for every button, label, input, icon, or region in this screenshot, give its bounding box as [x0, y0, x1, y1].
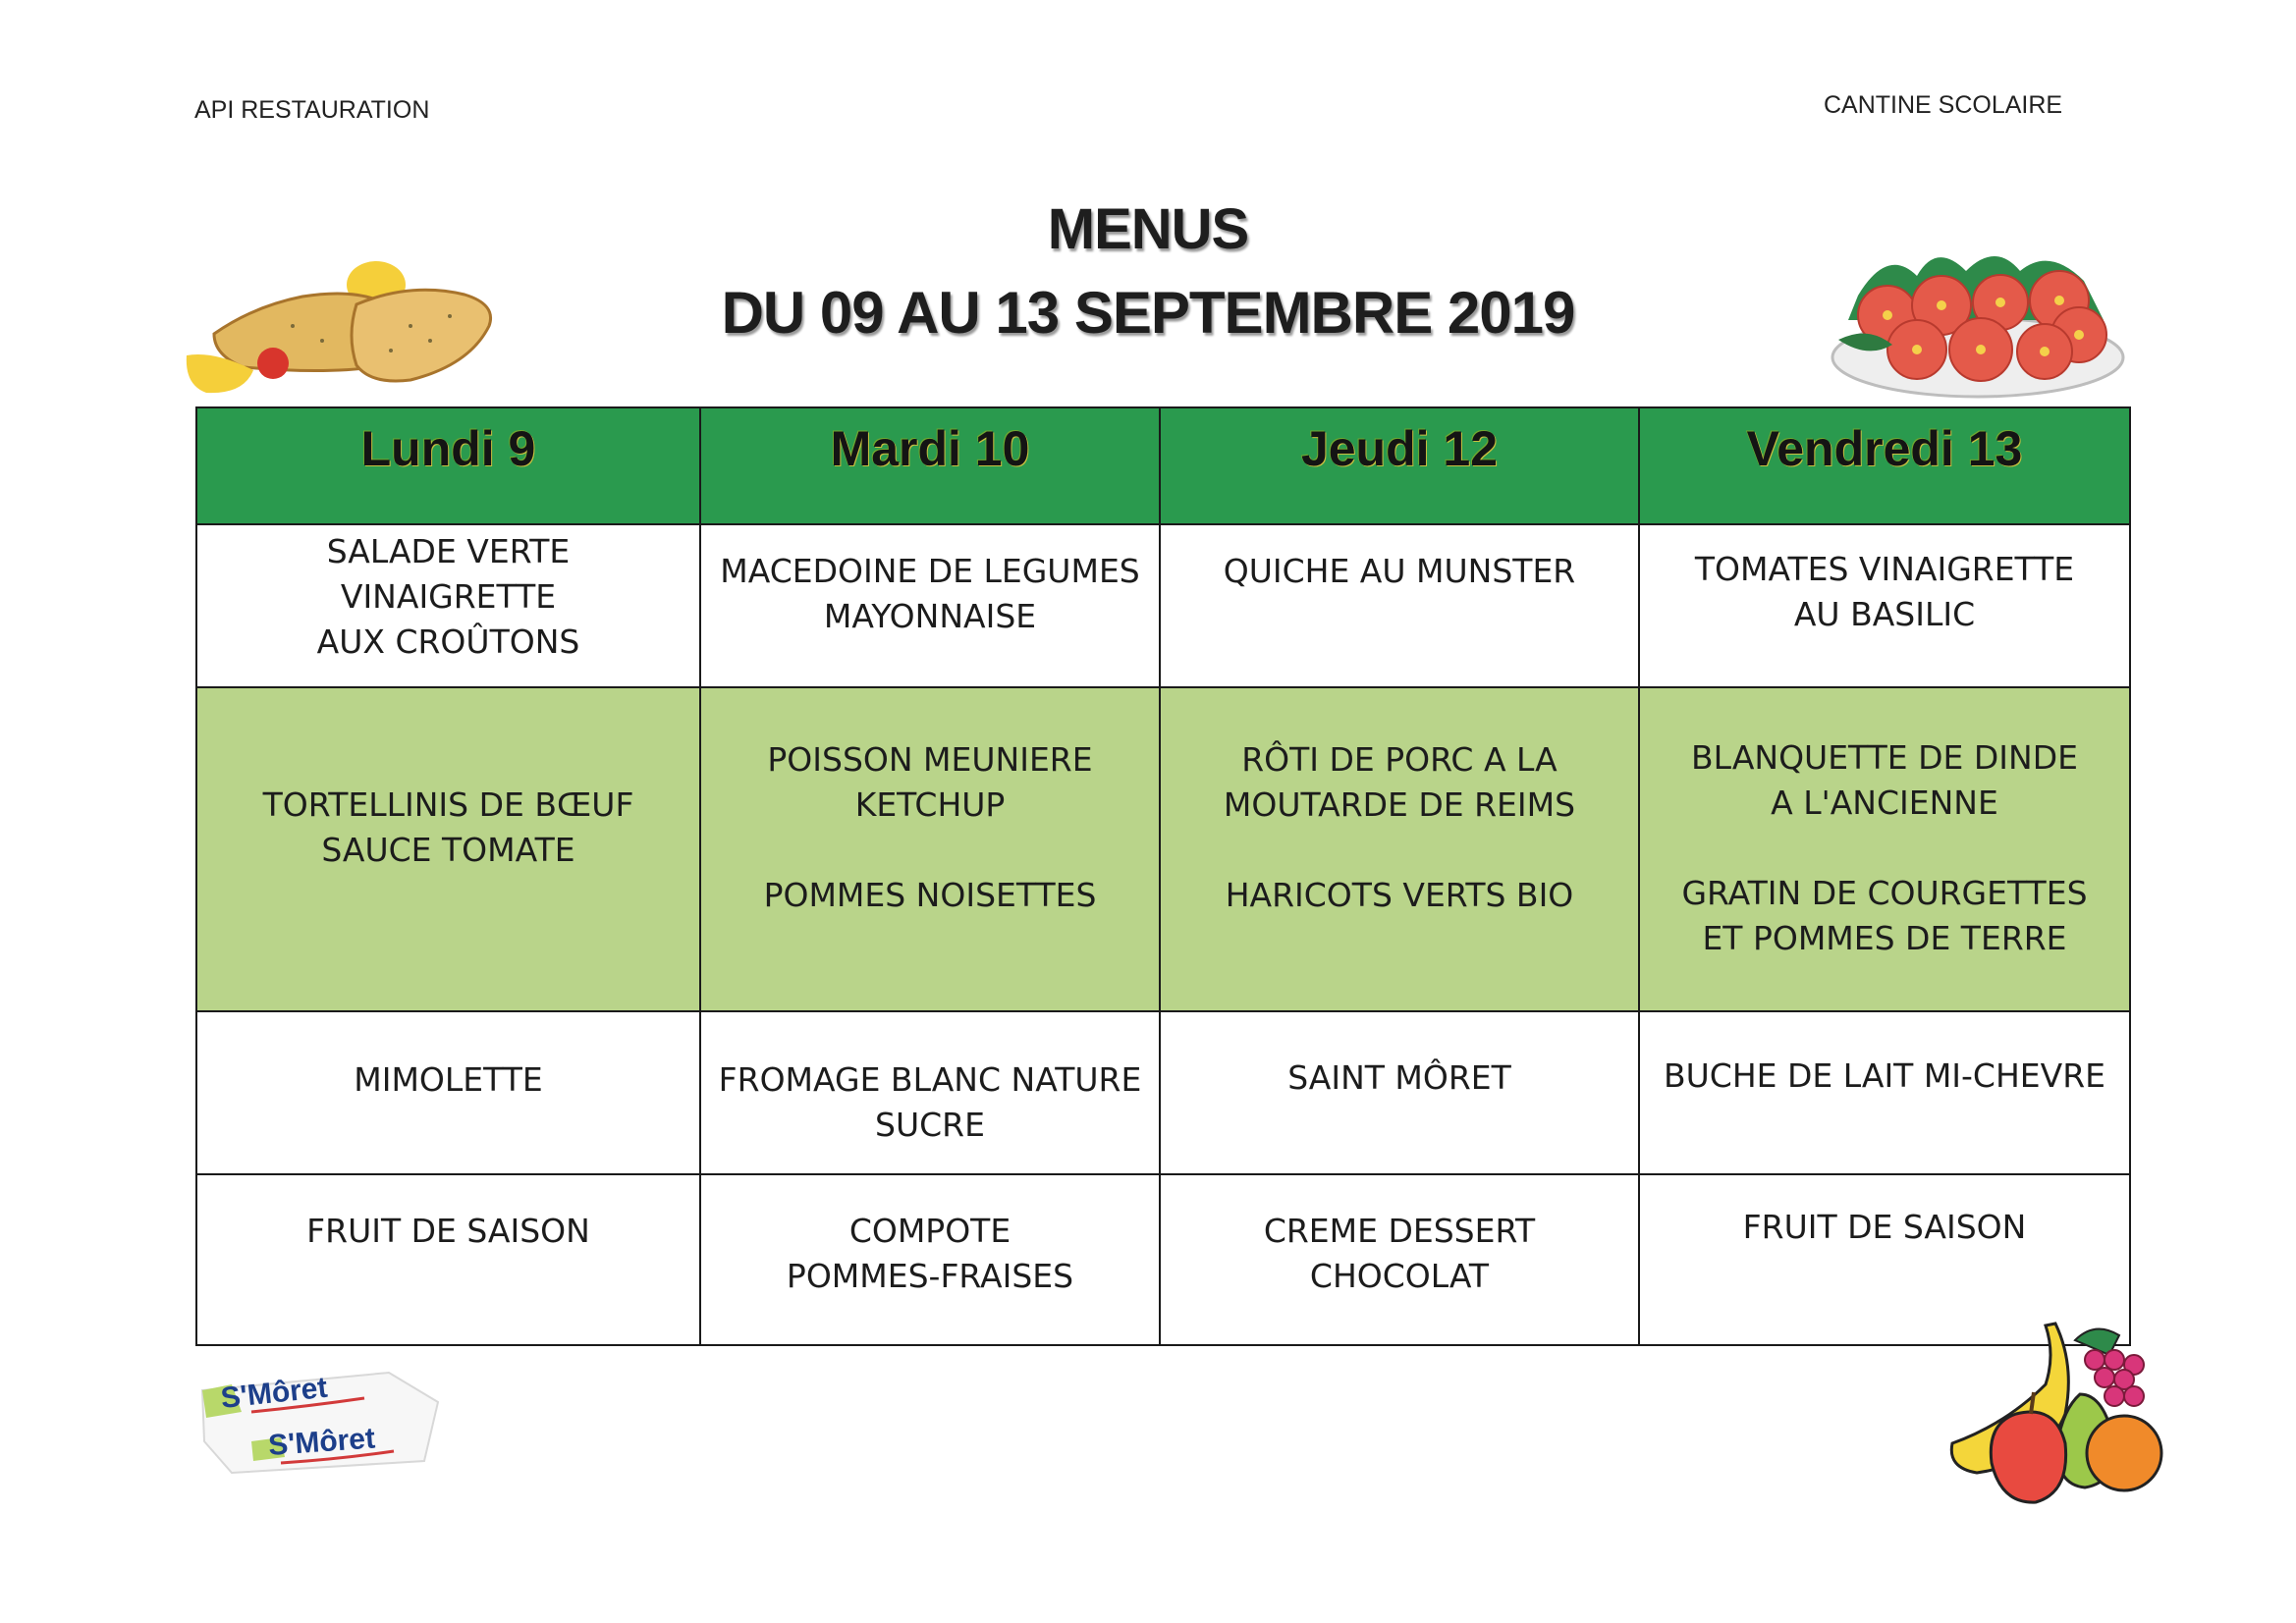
dish-line: FRUIT DE SAISON	[1742, 1208, 2027, 1246]
dish-line: SAUCE TOMATE	[321, 831, 575, 869]
page-title: MENUS	[1047, 197, 1249, 261]
tomato-salad-icon	[1829, 242, 2128, 401]
dish-line: POISSON MEUNIERE	[767, 740, 1093, 779]
day-label: Vendredi 13	[1746, 421, 2023, 476]
day-label: Lundi 9	[360, 421, 536, 476]
fish-illustration-icon	[185, 257, 499, 405]
cheese-cell-monday	[196, 1011, 700, 1174]
dessert-cell-tuesday	[700, 1174, 1160, 1345]
main-cell-monday	[196, 687, 700, 1011]
starter-cell-monday	[196, 524, 700, 687]
dessert-cell-thursday	[1160, 1174, 1639, 1345]
dish-line: SAINT MÔRET	[1287, 1058, 1511, 1097]
main-course-row	[196, 687, 2130, 1011]
starter-cell-tuesday	[700, 524, 1160, 687]
svg-text:S'Môret: S'Môret	[267, 1422, 377, 1462]
day-label: Mardi 10	[830, 421, 1030, 476]
starter-row	[196, 524, 2130, 687]
dish-line: TOMATES VINAIGRETTE	[1694, 550, 2075, 588]
dessert-row	[196, 1174, 2130, 1345]
day-label: Jeudi 12	[1300, 421, 1499, 476]
dish-line: RÔTI DE PORC A LA	[1241, 740, 1558, 779]
dish-line: MOUTARDE DE REIMS	[1223, 785, 1576, 824]
starter-cell-thursday	[1160, 524, 1639, 687]
dish-line: AUX CROÛTONS	[316, 622, 580, 661]
day-header-thursday	[1160, 407, 1639, 524]
cheese-cell-friday	[1639, 1011, 2130, 1174]
side-dish-line: HARICOTS VERTS BIO	[1225, 876, 1574, 914]
day-header-monday	[196, 407, 700, 524]
dish-line: BUCHE DE LAIT MI-CHEVRE	[1663, 1056, 2105, 1095]
starter-cell-friday	[1639, 524, 2130, 687]
st-moret-pack-icon	[192, 1363, 444, 1479]
svg-text:S'Môret: S'Môret	[219, 1371, 329, 1415]
dish-line: POMMES-FRAISES	[786, 1257, 1074, 1295]
fruit-bundle-icon	[1947, 1316, 2168, 1508]
dish-line: CHOCOLAT	[1309, 1257, 1490, 1295]
side-dish-line: POMMES NOISETTES	[763, 876, 1097, 914]
dish-line: SUCRE	[875, 1106, 985, 1144]
main-cell-tuesday	[700, 687, 1160, 1011]
dish-line: A L'ANCIENNE	[1771, 784, 1998, 822]
main-cell-friday	[1639, 687, 2130, 1011]
dish-line: MACEDOINE DE LEGUMES	[720, 552, 1140, 590]
dish-line: MAYONNAISE	[823, 597, 1037, 635]
dish-line: FRUIT DE SAISON	[306, 1212, 590, 1250]
page-subtitle-dates: DU 09 AU 13 SEPTEMBRE 2019	[721, 280, 1575, 346]
dish-line: CREME DESSERT	[1263, 1212, 1536, 1250]
menu-table	[195, 406, 2131, 1346]
dish-line: BLANQUETTE DE DINDE	[1691, 738, 2078, 777]
company-name: API RESTAURATION	[194, 96, 430, 124]
dish-line: KETCHUP	[854, 785, 1006, 824]
day-header-tuesday	[700, 407, 1160, 524]
main-cell-thursday	[1160, 687, 1639, 1011]
dish-line: VINAIGRETTE	[340, 577, 557, 616]
dish-line: COMPOTE	[848, 1212, 1011, 1250]
dish-line: MIMOLETTE	[354, 1060, 543, 1099]
side-dish-line: GRATIN DE COURGETTES	[1681, 874, 2088, 912]
side-dish-line: ET POMMES DE TERRE	[1702, 919, 2067, 957]
cheese-cell-tuesday	[700, 1011, 1160, 1174]
document-category: CANTINE SCOLAIRE	[1824, 91, 2063, 119]
table-header-row	[196, 407, 2130, 524]
dish-line: QUICHE AU MUNSTER	[1223, 552, 1576, 590]
dish-line: TORTELLINIS DE BŒUF	[262, 785, 634, 824]
dish-line: FROMAGE BLANC NATURE	[718, 1060, 1142, 1099]
dish-line: SALADE VERTE	[326, 532, 571, 570]
cheese-row	[196, 1011, 2130, 1174]
day-header-friday	[1639, 407, 2130, 524]
cheese-cell-thursday	[1160, 1011, 1639, 1174]
dessert-cell-monday	[196, 1174, 700, 1345]
dish-line: AU BASILIC	[1793, 595, 1976, 633]
